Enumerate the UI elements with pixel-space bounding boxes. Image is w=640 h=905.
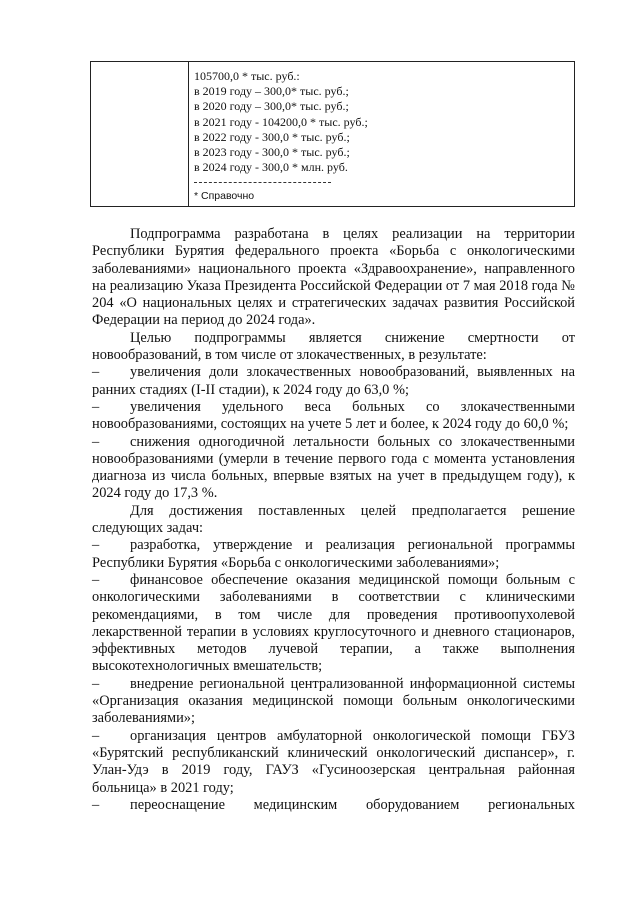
funding-line: в 2019 году – 300,0* тыс. руб.; (194, 84, 349, 99)
goal-list-item (92, 364, 575, 399)
funding-line: в 2022 году - 300,0 * тыс. руб.; (194, 129, 350, 144)
table-empty-cell (91, 62, 189, 206)
list-item-text: финансовое обеспечение оказания медицинской помощи больным с онкологическими заболеваниями в соответствии с клиническими рекомендациями, в том числе для проведения противоопухолевой лекарственной терапии в условиях круглосуточного и дневного стационаров, эффективных методов лучевой терапии, а также выполнения высокотехнологичных вмешательств; (92, 571, 575, 675)
funding-cell (194, 69, 568, 205)
task-list-item (92, 537, 575, 572)
list-item-text: разработка, утверждение и реализация региональной программы Республики Бурятия «Борьба с онкологическими заболеваниями»; (92, 537, 575, 571)
funding-line: в 2024 году - 300,0 * млн. руб. (194, 160, 348, 175)
list-item-text: снижения одногодичной летальности больных со злокачественными новообразованиями (умерли в течение первого года с момента установления диагноза из числа больных, впервые взятых на учет в предыдущем году), к 2024 году до 17,3 %. (92, 433, 575, 502)
goal-list-item (92, 434, 575, 503)
goal-paragraph: Целью подпрограммы является снижение смертности от новообразований, в том числе от злокачественных, в результате: (92, 329, 575, 364)
dash-marker: – (92, 537, 100, 554)
dash-marker: – (92, 727, 100, 744)
funding-line: в 2023 году - 300,0 * тыс. руб.; (194, 145, 350, 160)
dash-marker: – (92, 675, 100, 692)
footnote-separator (194, 182, 331, 183)
list-item-text: внедрение региональной централизованной информационной системы «Организация оказания медицинской помощи больным онкологическими заболеваниями»; (92, 675, 575, 727)
task-list-item (92, 572, 575, 676)
task-list-item (92, 676, 575, 728)
tasks-paragraph: Для достижения поставленных целей предполагается решение следующих задач: (92, 502, 575, 537)
funding-line: в 2021 году - 104200,0 * тыс. руб.; (194, 114, 368, 129)
funding-line: 105700,0 * тыс. руб.: (194, 69, 300, 83)
document-body (92, 226, 575, 814)
intro-paragraph: Подпрограмма разработана в целях реализации на территории Республики Бурятия федерального проекта «Борьба с онкологическими заболеваниями» национального проекта «Здравоохранение», направленного на реализацию Указа Президента Российской Федерации от 7 мая 2018 года № 204 «О национальных целях и стратегических задачах развития Российской Федерации на период до 2024 года». (92, 226, 575, 329)
funding-table (90, 61, 575, 207)
list-item-text: переоснащение медицинским оборудованием региональных (130, 796, 575, 813)
dash-marker: – (92, 571, 100, 588)
dash-marker: – (92, 796, 100, 813)
funding-line: в 2020 году – 300,0* тыс. руб.; (194, 99, 349, 114)
list-item-text: организация центров амбулаторной онкологической помощи ГБУЗ «Бурятский республиканский клинический онкологический диспансер», г. Улан-Удэ в 2019 году, ГАУЗ «Гусиноозерская центральная районная больница» в 2021 году; (92, 727, 575, 796)
goal-list-item (92, 399, 575, 434)
list-item-text: увеличения доли злокачественных новообразований, выявленных на ранних стадиях (I-II стадии), к 2024 году до 63,0 %; (92, 364, 575, 398)
dash-marker: – (92, 364, 100, 381)
list-item-text: увеличения удельного веса больных со злокачественными новообразованиями, состоящих на учете 5 лет и более, к 2024 году до 60,0 %; (92, 398, 575, 433)
footnote: * Справочно (194, 190, 255, 203)
task-list-item (92, 728, 575, 797)
task-list-item (92, 797, 575, 814)
dash-marker: – (92, 433, 100, 450)
dash-marker: – (92, 398, 100, 415)
